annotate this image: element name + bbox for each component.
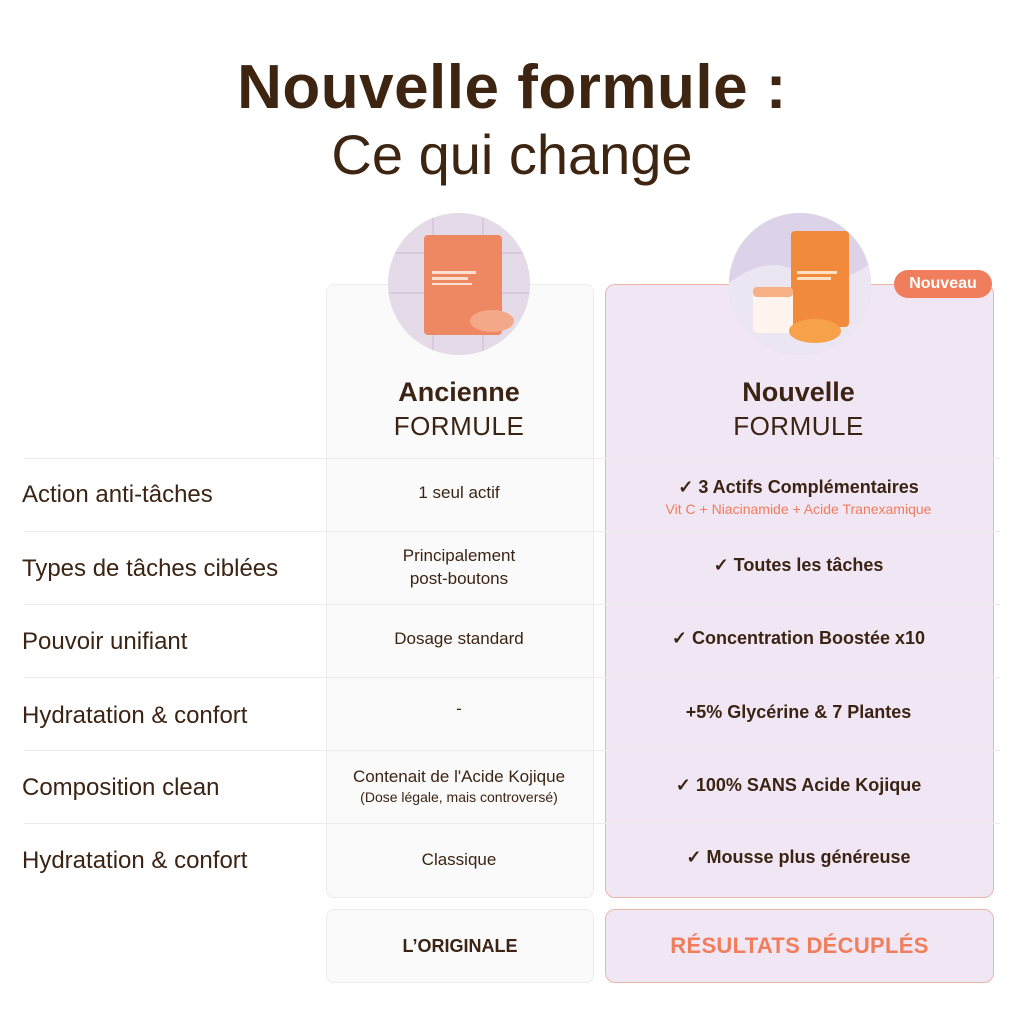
old-value	[326, 544, 592, 590]
row-label: Composition clean	[22, 774, 220, 801]
row-divider	[24, 604, 1000, 605]
row-divider	[24, 823, 1000, 824]
new-value: ✓ Concentration Boostée x10	[671, 628, 926, 648]
old-footer-label: L’ORIGINALE	[326, 909, 594, 983]
new-value: ✓ 100% SANS Acide Kojique	[675, 775, 922, 795]
new-column-header	[605, 376, 992, 444]
new-column-subtitle: FORMULE	[733, 411, 864, 441]
old-column-title: Ancienne	[398, 377, 520, 407]
row-divider	[24, 677, 1000, 678]
new-badge: Nouveau	[894, 270, 992, 298]
old-value	[326, 765, 592, 807]
new-value: ✓ Mousse plus généreuse	[686, 847, 911, 867]
old-value-main: Contenait de l'Acide Kojique	[352, 767, 566, 786]
old-value: Dosage standard	[394, 629, 524, 648]
old-value-line1: Principalement	[402, 546, 516, 565]
new-value: ✓ Toutes les tâches	[713, 555, 884, 575]
old-value: -	[456, 699, 462, 718]
old-value: Classique	[421, 850, 497, 869]
row-label: Types de tâches ciblées	[22, 555, 279, 582]
old-product-image	[388, 213, 530, 355]
old-value-note: (Dose légale, mais controversé)	[360, 789, 558, 805]
row-divider	[24, 750, 1000, 751]
page-subtitle: Ce qui change	[331, 123, 693, 186]
old-column-header	[326, 376, 592, 444]
new-value-main: ✓ 3 Actifs Complémentaires	[678, 477, 919, 497]
row-divider	[24, 531, 1000, 532]
row-divider	[24, 458, 1000, 459]
row-label: Hydratation & confort	[22, 702, 248, 729]
old-column-subtitle: FORMULE	[393, 411, 525, 441]
row-label: Pouvoir unifiant	[22, 628, 188, 655]
new-value-note: Vit C + Niacinamide + Acide Tranexamique	[665, 501, 932, 517]
new-value	[605, 475, 992, 519]
row-label: Hydratation & confort	[22, 847, 248, 874]
new-footer-label: RÉSULTATS DÉCUPLÉS	[605, 909, 994, 983]
page-title: Nouvelle formule :	[237, 53, 787, 122]
new-column-title: Nouvelle	[742, 377, 855, 407]
old-value-line2: post-boutons	[409, 569, 509, 588]
row-label: Action anti-tâches	[22, 481, 213, 508]
new-product-image	[729, 213, 871, 355]
old-value: 1 seul actif	[418, 483, 500, 502]
new-value: +5% Glycérine & 7 Plantes	[685, 702, 912, 722]
